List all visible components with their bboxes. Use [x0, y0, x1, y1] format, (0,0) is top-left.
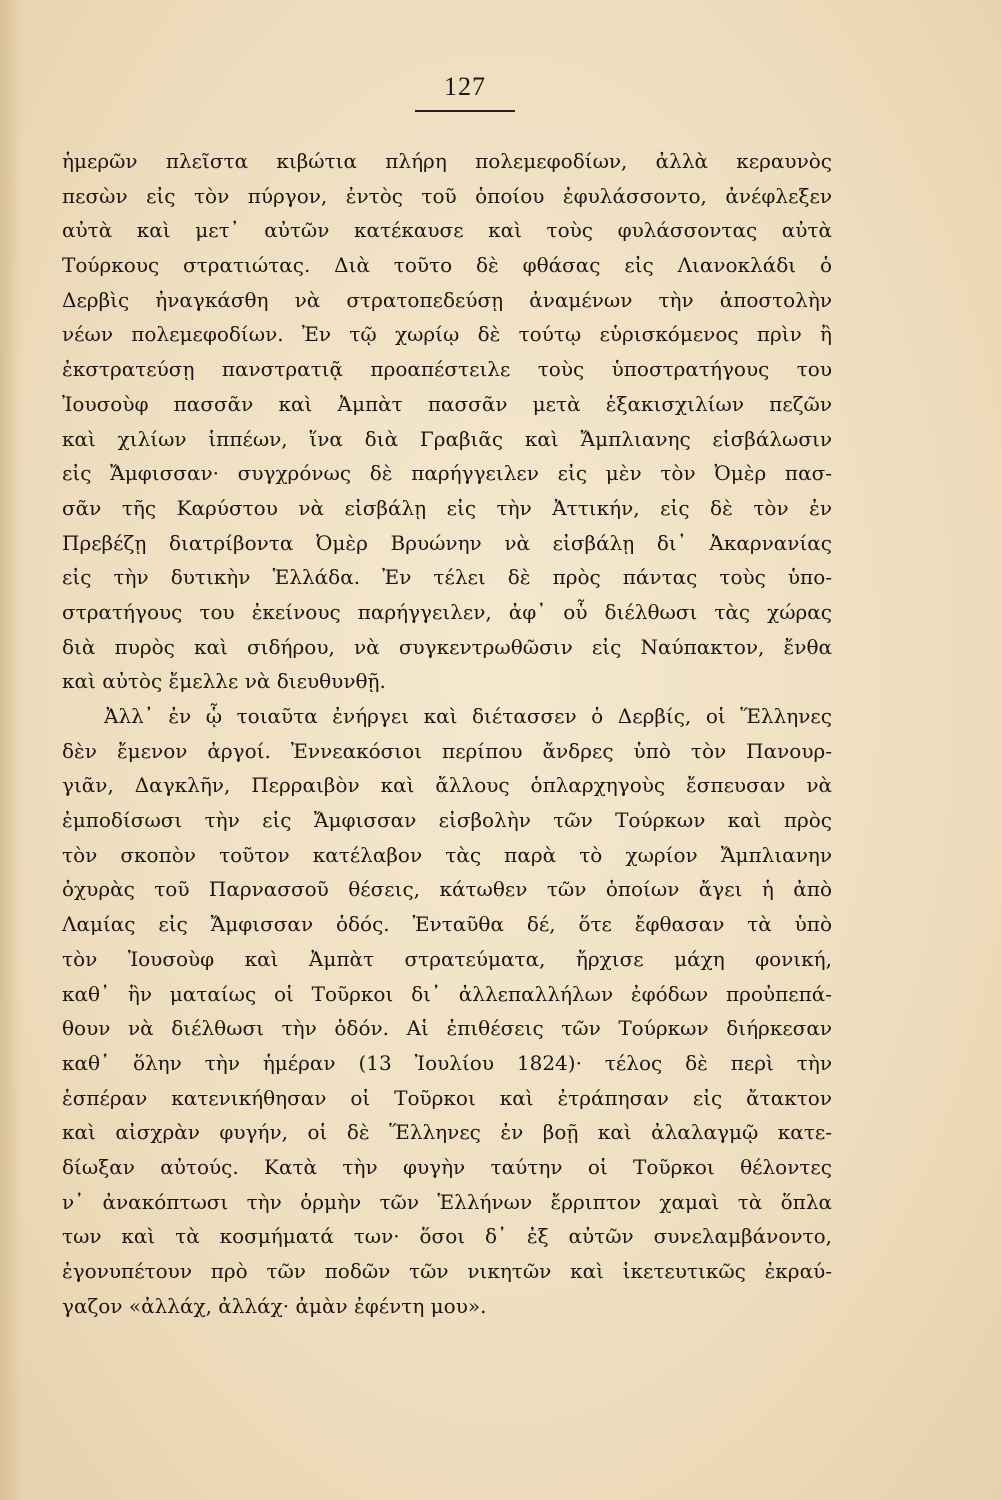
text-line: νέων πολεμεφοδίων. Ἐν τῷ χωρίῳ δὲ τούτῳ εὑρισκόμενος πρὶν ἢ [62, 322, 832, 347]
text-line: ν᾿ ἀνακόπτωσι τὴν ὁρμὴν τῶν Ἑλλήνων ἔρριπτον χαμαὶ τὰ ὅπλα [62, 1189, 832, 1214]
text-line: Δερβὶς ἠναγκάσθη νὰ στρατοπεδεύσῃ ἀναμένων τὴν ἀποστολὴν [62, 287, 832, 312]
text-line: γιᾶν, Δαγκλῆν, Περραιβὸν καὶ ἄλλους ὁπλαρχηγοὺς ἔσπευσαν νὰ [62, 773, 832, 798]
text-line: Πρεβέζῃ διατρίβοντα Ὀμὲρ Βρυώνην νὰ εἰσβάλῃ δι᾿ Ἀκαρνανίας [62, 530, 832, 555]
body-text [62, 144, 832, 1323]
text-line: πεσὼν εἰς τὸν πύργον, ἐντὸς τοῦ ὁποίου ἐφυλάσσοντο, ἀνέφλεξεν [62, 183, 832, 208]
paragraph-end-line: γαζον «ἀλλάχ, ἀλλάχ· ἀμὰν ἐφέντη μου». [62, 1293, 487, 1318]
page-number-rule [415, 110, 515, 112]
text-line: καὶ αἰσχρὰν φυγήν, οἱ δὲ Ἕλληνες ἐν βοῇ καὶ ἀλαλαγμῷ κατε- [62, 1120, 832, 1145]
text-line: Τούρκους στρατιώτας. Διὰ τοῦτο δὲ φθάσας εἰς Λιανοκλάδι ὁ [62, 253, 832, 278]
text-line: εἰς Ἄμφισσαν· συγχρόνως δὲ παρήγγειλεν εἰς μὲν τὸν Ὀμὲρ πασ- [62, 461, 832, 486]
text-line: δίωξαν αὐτούς. Κατὰ τὴν φυγὴν ταύτην οἱ Τοῦρκοι θέλοντες [62, 1154, 832, 1179]
text-line: των καὶ τὰ κοσμήματά των· ὅσοι δ᾿ ἐξ αὐτῶν συνελαμβάνοντο, [62, 1224, 832, 1249]
text-line: δὲν ἔμενον ἀργοί. Ἐννεακόσιοι περίπου ἄνδρες ὑπὸ τὸν Πανουρ- [62, 738, 832, 763]
text-line: καθ᾿ ἣν ματαίως οἱ Τοῦρκοι δι᾿ ἀλλεπαλλήλων ἐφόδων προὐπεπά- [62, 981, 832, 1006]
text-line: αὐτὰ καὶ μετ᾿ αὐτῶν κατέκαυσε καὶ τοὺς φυλάσσοντας αὐτὰ [62, 218, 832, 243]
text-line: καὶ χιλίων ἱππέων, ἵνα διὰ Γραβιᾶς καὶ Ἄμπλιανης εἰσβάλωσιν [62, 426, 832, 451]
text-line: ἡμερῶν πλεῖστα κιβώτια πλήρη πολεμεφοδίων, ἀλλὰ κεραυνὸς [62, 149, 832, 173]
text-line: ὀχυρὰς τοῦ Παρνασσοῦ θέσεις, κάτωθεν τῶν ὁποίων ἄγει ἡ ἀπὸ [62, 877, 832, 902]
text-line: διὰ πυρὸς καὶ σιδήρου, νὰ συγκεντρωθῶσιν εἰς Ναύπακτον, ἔνθα [62, 634, 832, 659]
text-line: στρατήγους του ἐκείνους παρήγγειλεν, ἀφ᾿ οὗ διέλθωσι τὰς χώρας [62, 599, 832, 624]
text-line: τὸν Ἰουσοὺφ καὶ Ἀμπὰτ στρατεύματα, ἤρχισε μάχη φονική, [62, 946, 832, 971]
text-line: Λαμίας εἰς Ἄμφισσαν ὁδός. Ἐνταῦθα δέ, ὅτε ἔφθασαν τὰ ὑπὸ [62, 912, 832, 937]
text-line: τὸν σκοπὸν τοῦτον κατέλαβον τὰς παρὰ τὸ χωρίον Ἄμπλιανην [62, 842, 832, 867]
text-line: θουν νὰ διέλθωσι τὴν ὁδόν. Αἱ ἐπιθέσεις τῶν Τούρκων διήρκεσαν [62, 1016, 832, 1041]
text-line: σᾶν τῆς Καρύστου νὰ εἰσβάλῃ εἰς τὴν Ἀττικήν, εἰς δὲ τὸν ἐν [62, 495, 832, 520]
text-line: ἐμποδίσωσι τὴν εἰς Ἄμφισσαν εἰσβολὴν τῶν Τούρκων καὶ πρὸς [62, 808, 832, 833]
text-line: ἐκστρατεύσῃ πανστρατιᾷ προαπέστειλε τοὺς ὑποστρατήγους του [62, 357, 832, 382]
paragraph-end-line: καὶ αὐτὸς ἔμελλε νὰ διευθυνθῇ. [62, 669, 386, 694]
paragraph-start-line: Ἀλλ᾿ ἐν ᾧ τοιαῦτα ἐνήργει καὶ διέτασσεν ὁ Δερβίς, οἱ Ἕλληνες [104, 704, 832, 728]
text-line: Ἰουσοὺφ πασσᾶν καὶ Ἀμπὰτ πασσᾶν μετὰ ἑξακισχιλίων πεζῶν [62, 391, 832, 416]
text-line: ἐγονυπέτουν πρὸ τῶν ποδῶν τῶν νικητῶν καὶ ἱκετευτικῶς ἐκραύ- [62, 1259, 832, 1283]
text-line: καθ᾿ ὅλην τὴν ἡμέραν (13 Ἰουλίου 1824)· τέλος δὲ περὶ τὴν [62, 1050, 832, 1075]
text-line: εἰς τὴν δυτικὴν Ἑλλάδα. Ἐν τέλει δὲ πρὸς πάντας τοὺς ὑπο- [62, 565, 832, 590]
page-number: 127 [444, 72, 486, 101]
text-line: ἑσπέραν κατενικήθησαν οἱ Τοῦρκοι καὶ ἐτράπησαν εἰς ἄτακτον [62, 1085, 832, 1110]
page-gutter-shadow [0, 0, 22, 1500]
